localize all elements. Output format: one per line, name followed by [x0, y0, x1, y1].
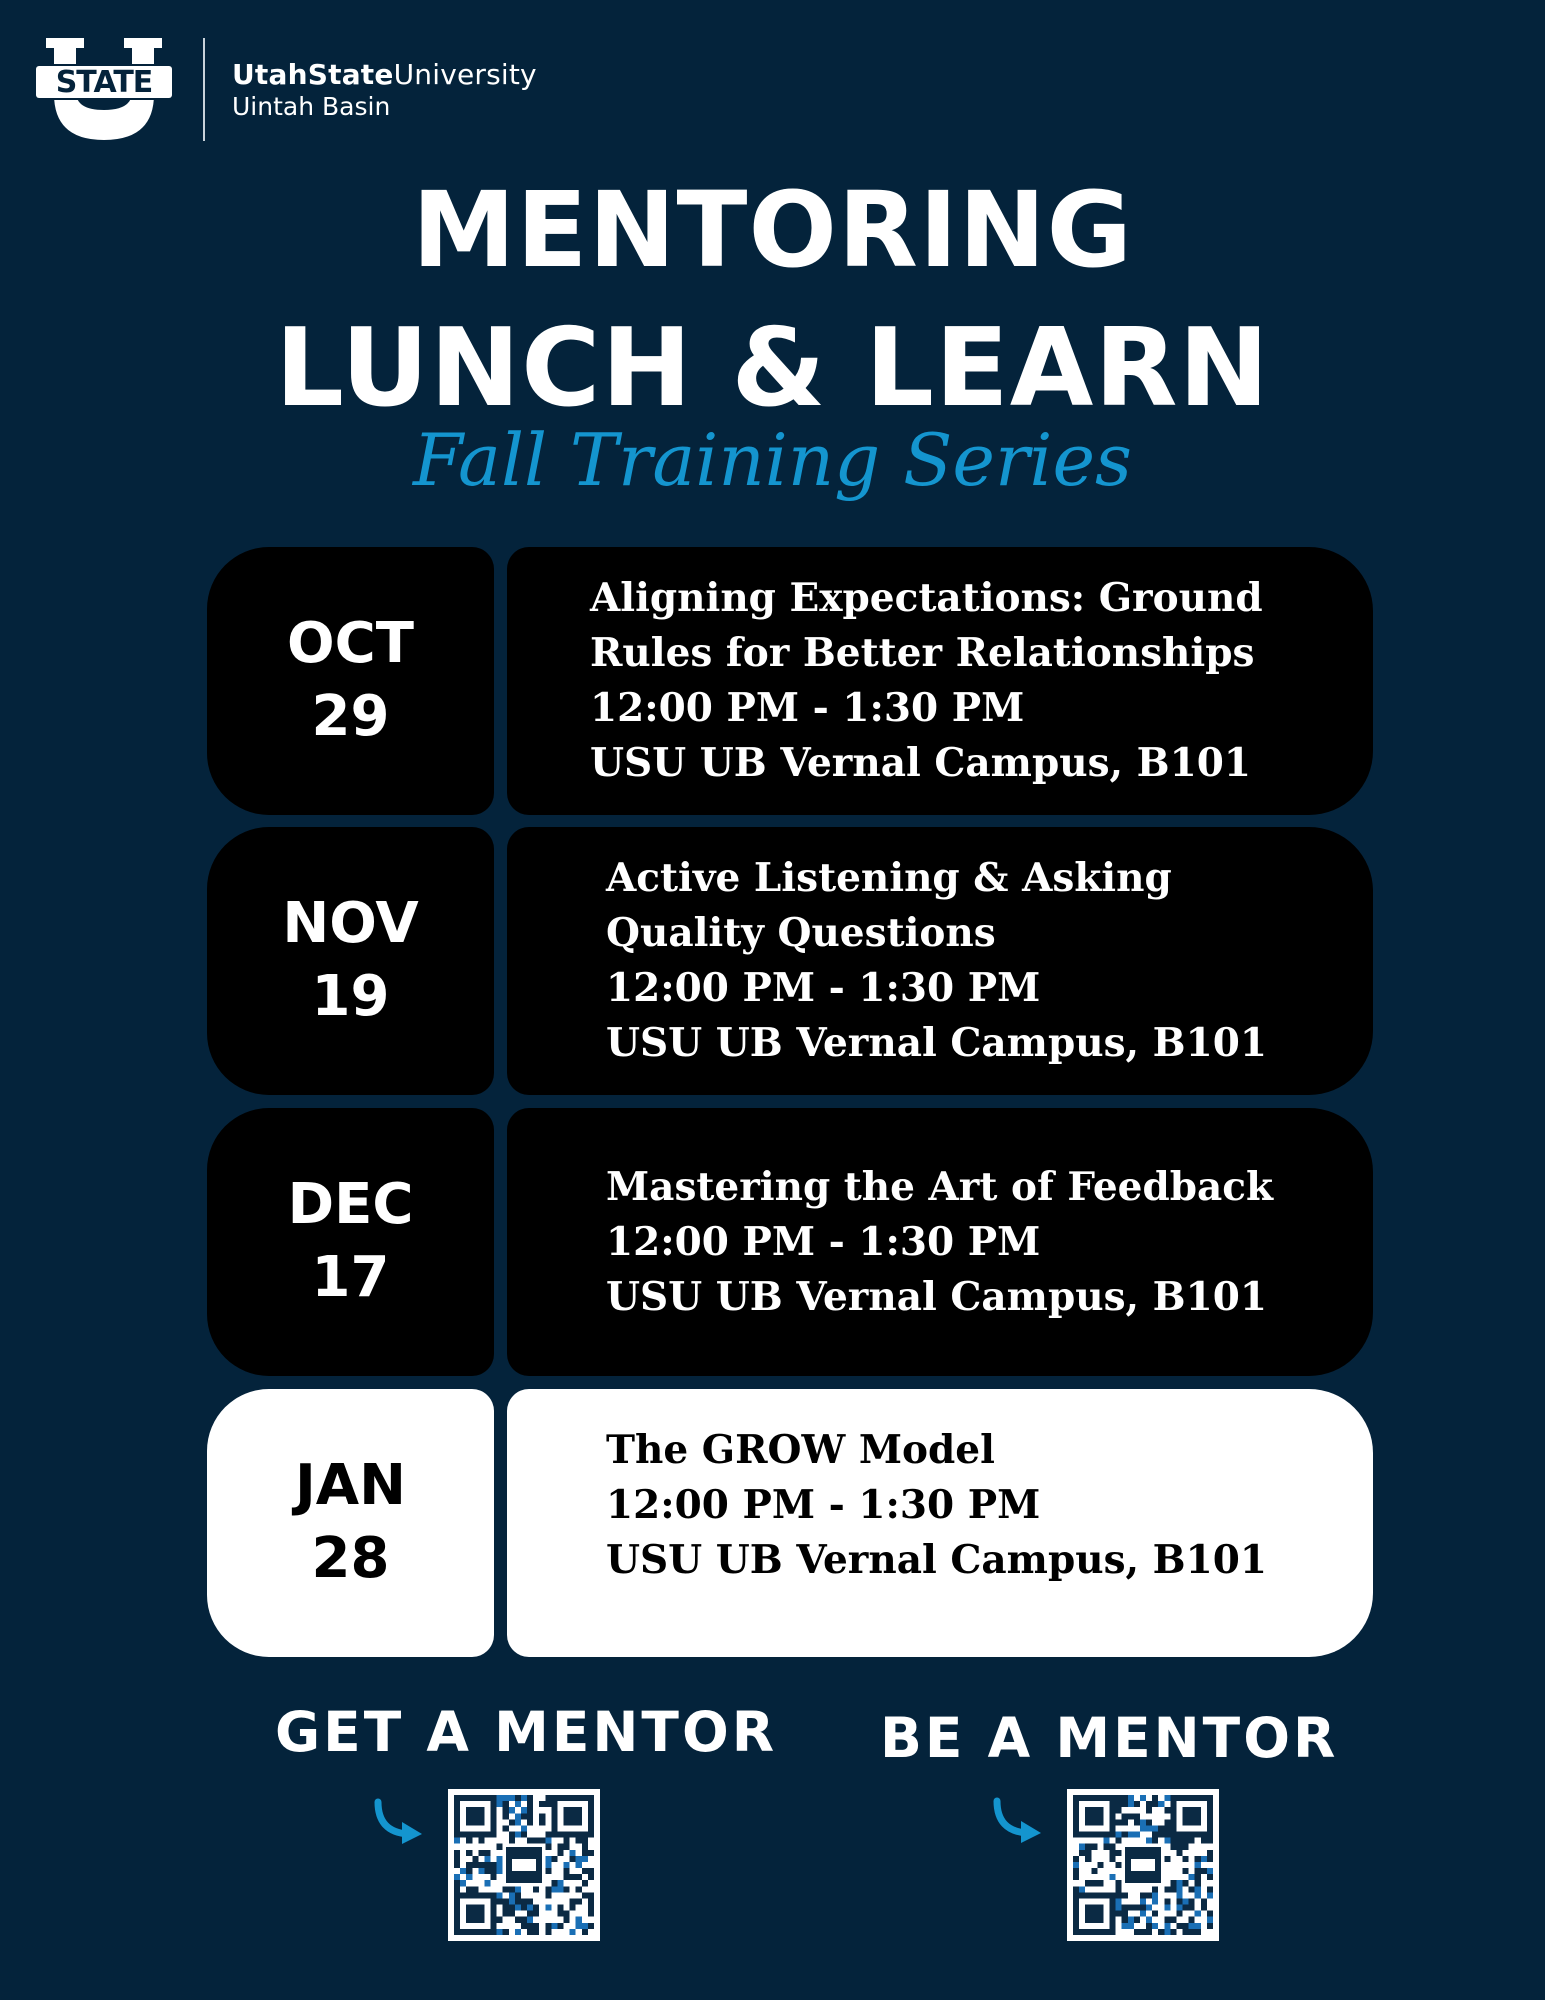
session-topic-line: Mastering the Art of Feedback	[606, 1163, 1274, 1210]
session-month: NOV	[282, 891, 419, 957]
logo-text: STATE	[55, 65, 153, 100]
session-day: 29	[311, 684, 390, 749]
session-day: 19	[311, 964, 390, 1029]
session-time: 12:00 PM - 1:30 PM	[606, 1481, 1041, 1528]
title-line-1: MENTORING	[411, 169, 1134, 291]
university-name-bold: UtahState	[232, 58, 394, 91]
session-time: 12:00 PM - 1:30 PM	[606, 1218, 1041, 1265]
session-info-4	[507, 1389, 1373, 1657]
session-topic-line: Aligning Expectations: Ground	[590, 575, 1263, 621]
session-info-1	[507, 547, 1373, 815]
session-day: 28	[311, 1526, 390, 1591]
subtitle: Fall Training Series	[412, 418, 1132, 502]
be-a-mentor-heading: BE A MENTOR	[880, 1706, 1339, 1770]
session-date-jan	[207, 1389, 494, 1657]
session-topic-line: Active Listening & Asking	[606, 855, 1172, 901]
session-date-oct	[207, 547, 494, 815]
get-mentor-qr-code-icon[interactable]	[448, 1789, 600, 1941]
session-month: OCT	[287, 611, 414, 677]
session-topic-line: Quality Questions	[606, 910, 996, 956]
session-location: USU UB Vernal Campus, B101	[606, 1273, 1268, 1320]
session-topic-line: Rules for Better Relationships	[590, 630, 1255, 676]
session-month: DEC	[287, 1172, 414, 1238]
university-name-regular: University	[393, 58, 537, 91]
session-time: 12:00 PM - 1:30 PM	[590, 685, 1025, 731]
logo-divider	[203, 38, 205, 141]
curved-arrow-icon	[991, 1797, 1047, 1845]
session-location: USU UB Vernal Campus, B101	[606, 1536, 1268, 1583]
usu-state-logo-icon	[34, 36, 174, 142]
session-location: USU UB Vernal Campus, B101	[606, 1020, 1268, 1066]
title-line-2: LUNCH & LEARN	[275, 306, 1270, 431]
session-month: JAN	[294, 1453, 407, 1519]
session-date-dec	[207, 1108, 494, 1376]
session-date-nov	[207, 827, 494, 1095]
university-name	[232, 58, 537, 91]
session-day: 17	[311, 1245, 390, 1310]
session-info-3	[507, 1108, 1373, 1376]
get-a-mentor-heading: GET A MENTOR	[275, 1700, 778, 1764]
session-location: USU UB Vernal Campus, B101	[590, 740, 1252, 786]
session-time: 12:00 PM - 1:30 PM	[606, 965, 1041, 1011]
campus-name: Uintah Basin	[232, 92, 391, 121]
curved-arrow-icon	[372, 1798, 428, 1846]
session-info-2	[507, 827, 1373, 1095]
session-topic-line: The GROW Model	[606, 1426, 995, 1473]
be-mentor-qr-code-icon[interactable]	[1067, 1789, 1219, 1941]
